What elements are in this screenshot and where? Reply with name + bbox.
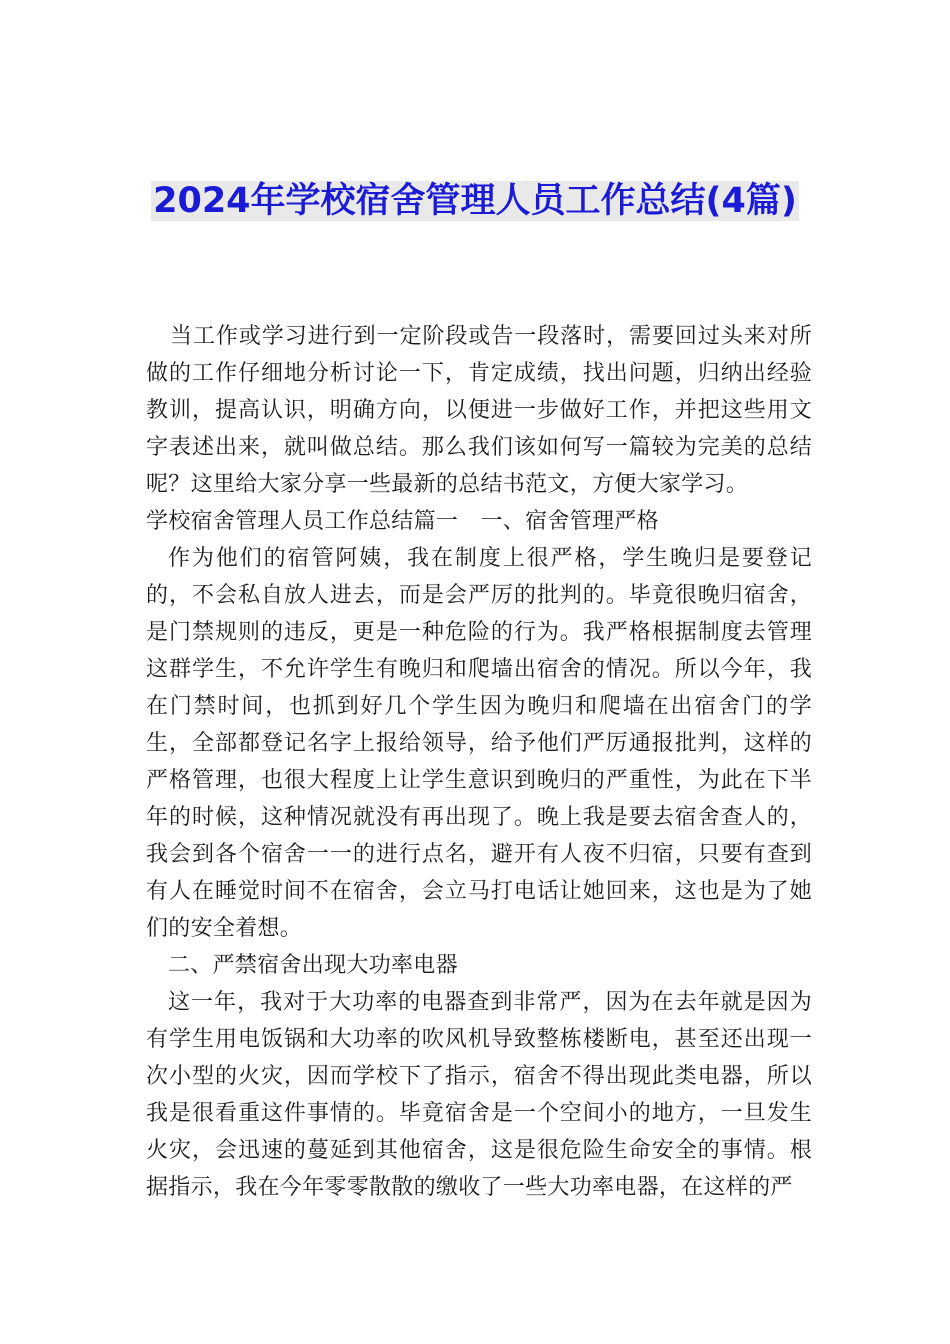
document-body bbox=[146, 318, 812, 1206]
section1-heading: 学校宿舍管理人员工作总结篇一 一、宿舍管理严格 bbox=[146, 509, 659, 534]
document-title-text: 2024年学校宿舍管理人员工作总结(4篇) bbox=[153, 181, 797, 221]
section2-paragraph: 这一年，我对于大功率的电器查到非常严，因为在去年就是因为有学生用电饭锅和大功率的吹风机导致整栋楼断电，甚至还出现一次小型的火灾，因而学校下了指示，宿舍不得出现此类电器，所以我是很看重这件事情的。毕竟宿舍是一个空间小的地方，一旦发生火灾，会迅速的蔓延到其他宿舍，这是很危险生命安全的事情。根据指示，我在今年零零散散的缴收了一些大功率电器，在这样的严 bbox=[146, 990, 812, 1200]
section2-heading: 二、严禁宿舍出现大功率电器 bbox=[168, 953, 458, 978]
intro-paragraph: 当工作或学习进行到一定阶段或告一段落时，需要回过头来对所做的工作仔细地分析讨论一下，肯定成绩，找出问题，归纳出经验教训，提高认识，明确方向，以便进一步做好工作，并把这些用文字表述出来，就叫做总结。那么我们该如何写一篇较为完美的总结呢？这里给大家分享一些最新的总结书范文，方便大家学习。 bbox=[146, 324, 812, 497]
section1-paragraph: 作为他们的宿管阿姨，我在制度上很严格，学生晚归是要登记的，不会私自放人进去，而是会严厉的批判的。毕竟很晚归宿舍，是门禁规则的违反，更是一种危险的行为。我严格根据制度去管理这群学生，不允许学生有晚归和爬墙出宿舍的情况。所以今年，我在门禁时间，也抓到好几个学生因为晚归和爬墙在出宿舍门的学生，全部都登记名字上报给领导，给予他们严厉通报批判，这样的严格管理，也很大程度上让学生意识到晚归的严重性，为此在下半年的时候，这种情况就没有再出现了。晚上我是要去宿舍查人的，我会到各个宿舍一一的进行点名，避开有人夜不归宿，只要有查到有人在睡觉时间不在宿舍，会立马打电话让她回来，这也是为了她们的安全着想。 bbox=[146, 546, 812, 941]
document-title bbox=[140, 176, 810, 226]
